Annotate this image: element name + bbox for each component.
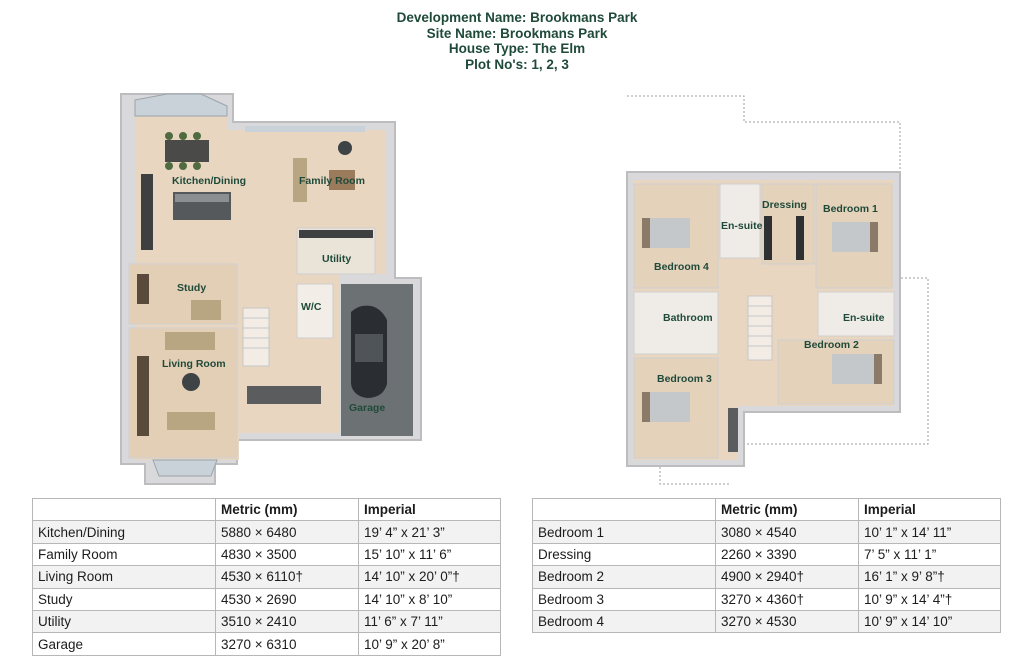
metric-value: 3270 × 4530 (716, 610, 859, 632)
table-row (33, 633, 501, 655)
header-imperial: Imperial (359, 499, 501, 521)
bedroom-2-label: Bedroom 2 (804, 339, 859, 351)
room-name: Bedroom 1 (533, 521, 716, 543)
ground-floor-plan (115, 88, 427, 488)
utility-label: Utility (322, 253, 352, 265)
header-metric: Metric (mm) (716, 499, 859, 521)
imperial-value: 14’ 10” x 20’ 0”† (359, 566, 501, 588)
metric-value: 3270 × 4360† (716, 588, 859, 610)
development-name: Development Name: Brookmans Park (396, 10, 638, 25)
room-name: Bedroom 4 (533, 610, 716, 632)
house-type: House Type: The Elm (448, 41, 586, 56)
metric-value: 4530 × 6110† (216, 566, 359, 588)
development-header (0, 10, 1024, 72)
imperial-value: 7’ 5” x 11’ 1” (859, 543, 1001, 565)
plot-numbers: Plot No's: 1, 2, 3 (465, 56, 569, 72)
room-name: Family Room (33, 543, 216, 565)
imperial-value: 15’ 10” x 11’ 6” (359, 543, 501, 565)
table-header-row (533, 499, 1001, 521)
metric-value: 3510 × 2410 (216, 610, 359, 632)
bedroom-3-label: Bedroom 3 (657, 373, 712, 385)
metric-value: 3270 × 6310 (216, 633, 359, 655)
header-room (533, 499, 716, 521)
ensuite-2-label: En-suite (843, 312, 885, 324)
bathroom-label: Bathroom (663, 312, 713, 324)
imperial-value: 11’ 6” x 7’ 11” (359, 610, 501, 632)
study-label: Study (177, 282, 207, 294)
room-name: Dressing (533, 543, 716, 565)
imperial-value: 16’ 1” x 9’ 8”† (859, 566, 1001, 588)
imperial-value: 19’ 4” x 21’ 3” (359, 521, 501, 543)
imperial-value: 10’ 9” x 14’ 10” (859, 610, 1001, 632)
site-name: Site Name: Brookmans Park (426, 25, 608, 41)
table-row (533, 610, 1001, 632)
family-room-label: Family Room (299, 175, 365, 187)
metric-value: 4900 × 2940† (716, 566, 859, 588)
dressing-label: Dressing (762, 199, 807, 211)
header-metric: Metric (mm) (216, 499, 359, 521)
header-room (33, 499, 216, 521)
first-floor-dimensions-table (532, 498, 1001, 633)
table-row (533, 588, 1001, 610)
living-room-label: Living Room (162, 358, 226, 370)
bedroom-1-label: Bedroom 1 (823, 203, 878, 215)
room-name: Garage (33, 633, 216, 655)
imperial-value: 10’ 9” x 14’ 4”† (859, 588, 1001, 610)
bedroom-4-label: Bedroom 4 (654, 261, 709, 273)
table-row (533, 521, 1001, 543)
table-row (33, 566, 501, 588)
room-name: Living Room (33, 566, 216, 588)
room-name: Bedroom 3 (533, 588, 716, 610)
wc-label: W/C (301, 301, 322, 313)
table-row (533, 566, 1001, 588)
kitchen-label: Kitchen/Dining (172, 175, 247, 187)
imperial-value: 10’ 1” x 14’ 11” (859, 521, 1001, 543)
metric-value: 2260 × 3390 (716, 543, 859, 565)
imperial-value: 14’ 10” x 8’ 10” (359, 588, 501, 610)
table-row (533, 543, 1001, 565)
metric-value: 5880 × 6480 (216, 521, 359, 543)
table-row (33, 543, 501, 565)
room-name: Study (33, 588, 216, 610)
room-name: Kitchen/Dining (33, 521, 216, 543)
metric-value: 3080 × 4540 (716, 521, 859, 543)
garage-label: Garage (349, 402, 386, 414)
metric-value: 4530 × 2690 (216, 588, 359, 610)
table-row (33, 588, 501, 610)
table-row (33, 610, 501, 632)
ensuite-1-label: En-suite (721, 220, 763, 232)
table-header-row (33, 499, 501, 521)
header-imperial: Imperial (859, 499, 1001, 521)
metric-value: 4830 × 3500 (216, 543, 359, 565)
room-name: Utility (33, 610, 216, 632)
ground-floor-dimensions-table (32, 498, 501, 656)
imperial-value: 10’ 9” x 20’ 8” (359, 633, 501, 655)
table-row (33, 521, 501, 543)
first-floor-plan (620, 92, 932, 488)
room-name: Bedroom 2 (533, 566, 716, 588)
